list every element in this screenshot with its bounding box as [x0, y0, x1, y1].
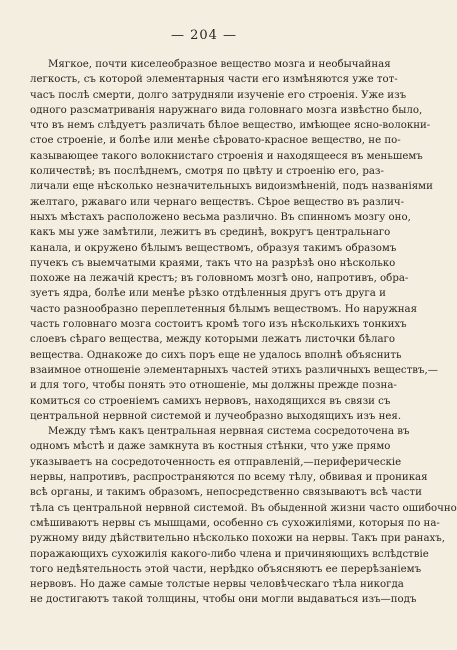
text-line: смѣшиваютъ нервы съ мышцами, особенно съ сухожиліями, которыя по на-	[30, 517, 440, 529]
text-line: Мягкое, почти киселеобразное вещество мозга и необычайная	[48, 59, 391, 70]
text-line: количествѣ; въ послѣднемъ, смотря по цвѣту и строенію его, раз-	[30, 166, 384, 178]
page-number: — 204 —	[170, 28, 238, 43]
text-line: нервовъ. Но даже самые толстые нервы человѣческаго тѣла никогда	[30, 579, 404, 591]
text-line: часто разнообразно переплетенныя бѣлымъ веществомъ. Но наружная	[30, 303, 418, 315]
body-text	[30, 57, 457, 608]
text-line: Между тѣмъ какъ центральная нервная система сосредоточена въ	[48, 426, 410, 438]
text-line: слоевъ сѣраго вещества, между которыми лежатъ листочки бѣлаго	[30, 334, 395, 346]
text-line: стое строеніе, и болѣе или менѣе сѣровато-красное вещество, не по-	[30, 135, 401, 147]
text-line: казывающее такого волокнистаго строенія и находящееся въ меньшемъ	[30, 150, 423, 162]
paragraph	[30, 57, 438, 424]
text-line: центральной нервной системой и лучеобразно выходящихъ изъ нея.	[30, 410, 402, 422]
text-line: одномъ мѣстѣ и даже замкнута въ костныя стѣнки, что уже прямо	[30, 441, 391, 453]
text-line: поражающихъ сухожилія какого-либо члена и причиняющихъ вслѣдствіе	[30, 548, 429, 560]
text-line: личали еще нѣсколько незначительныхъ видоизмѣненій, подъ названіями	[30, 181, 433, 193]
text-line: зуетъ ядра, болѣе или менѣе рѣзко отдѣленныя другъ отъ друга и	[30, 288, 386, 300]
text-line: ныхъ мѣстахъ расположено весьма различно. Въ спинномъ мозгу оно,	[30, 211, 411, 223]
text-line: вещества. Однакоже до сихъ поръ еще не удалось вполнѣ объяснить	[30, 349, 402, 361]
text-line: желтаго, ржаваго или чернаго веществъ. Сѣрое вещество въ различ-	[30, 196, 405, 208]
text-line: указываетъ на сосредоточенность ея отправленій,—периферическіе	[30, 456, 402, 468]
text-line: часть головнаго мозга состоитъ кромѣ того изъ нѣсколькихъ тонкихъ	[30, 319, 407, 331]
text-line: пучекъ съ выемчатыми краями, такъ что на разрѣзѣ оно нѣсколько	[30, 257, 396, 269]
text-line: канала, и окружено бѣлымъ веществомъ, образуя такимъ образомъ	[30, 242, 397, 254]
text-line: какъ мы уже замѣтили, лежитъ въ срединѣ, вокругъ центральнаго	[30, 227, 391, 239]
text-line: всѣ органы, и такимъ образомъ, непосредственно связываютъ всѣ части	[30, 487, 422, 499]
text-line: ружному виду дѣйствительно нѣсколько похожи на нервы. Такъ при ранахъ,	[30, 533, 445, 545]
text-line: похоже на лежачій крестъ; въ головномъ мозгѣ оно, напротивъ, обра-	[30, 273, 409, 285]
text-line: комиться со строеніемъ самихъ нервовъ, находящихся въ связи съ	[30, 395, 391, 407]
text-line: того недѣятельность этой части, нерѣдко объясняютъ ее перерѣзаніемъ	[30, 563, 422, 575]
text-line: не достигаютъ такой толщины, чтобы они могли выдаваться изъ—подъ	[30, 594, 417, 606]
text-line: что въ немъ слѣдуетъ различать бѣлое вещество, имѣющее ясно-волокни-	[30, 120, 431, 132]
text-line: и для того, чтобы понять это отношеніе, мы должны прежде позна-	[30, 380, 397, 392]
text-line: нервы, напротивъ, распространяются по всему тѣлу, обвивая и проникая	[30, 472, 428, 484]
text-line: часъ послѣ смерти, долго затрудняли изученіе его строенія. Уже изъ	[30, 89, 407, 101]
text-line: тѣла съ центральной нервной системой. Въ обыденной жизни часто ошибочно	[30, 502, 457, 514]
text-line: взаимное отношеніе элементарныхъ частей этихъ различныхъ веществъ,—	[30, 364, 438, 376]
paragraph	[30, 424, 457, 608]
text-line: легкость, съ которой элементарныя части его измѣняются уже тот-	[30, 74, 398, 86]
text-line: одного разсматриванія наружнаго вида головнаго мозга извѣстно было,	[30, 104, 423, 116]
